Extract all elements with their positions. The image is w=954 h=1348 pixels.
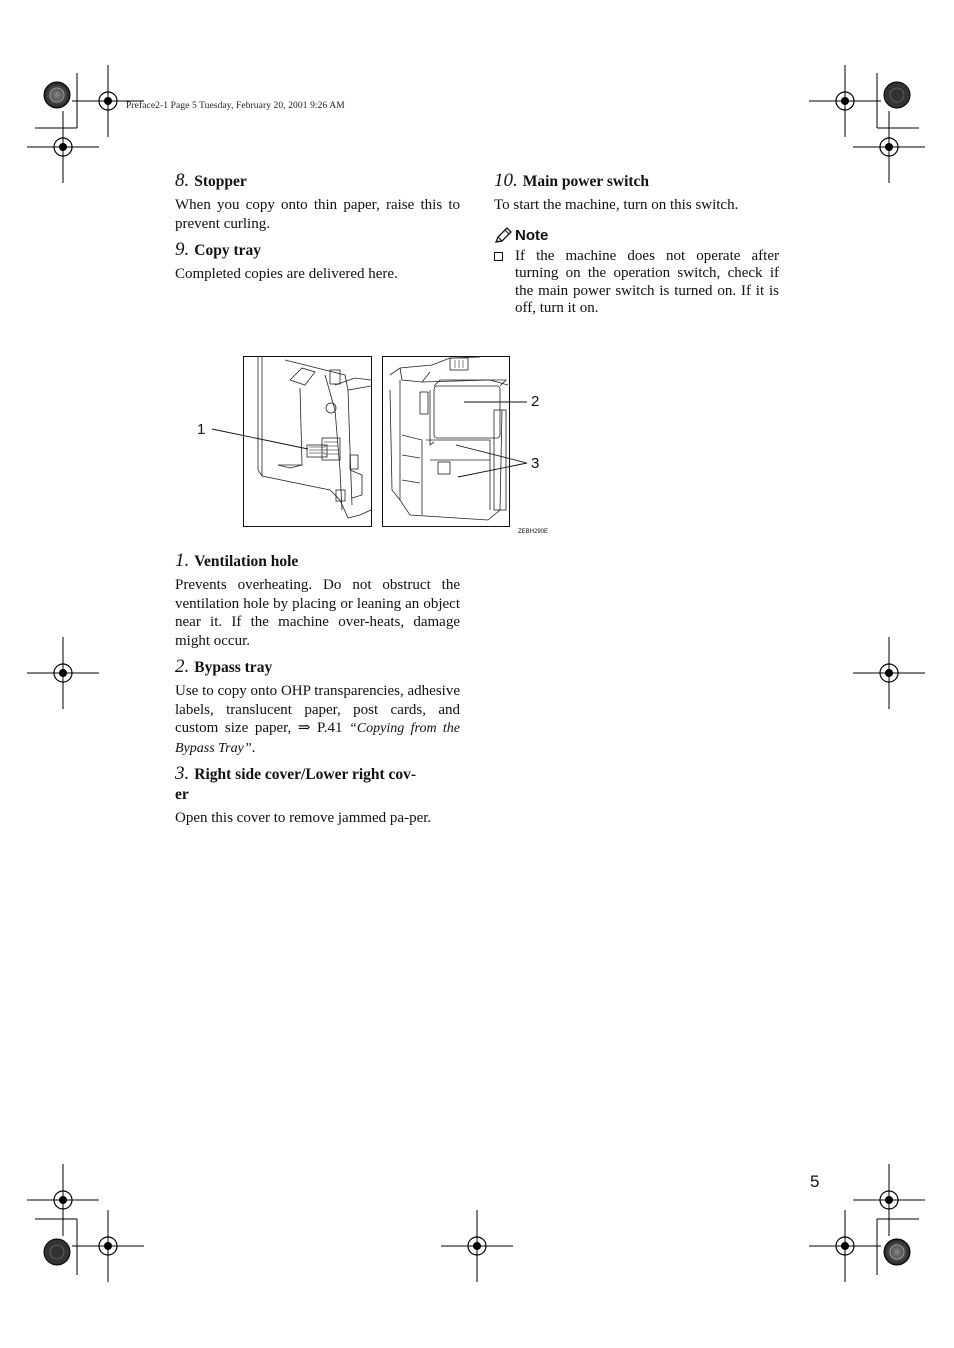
section-ventilation-hole: 1. Ventilation hole Prevents overheating. Do not obstruct the ventilation hole by placing or leaning an object near it. If the machine over-heats, damage might occur. (175, 550, 460, 649)
section-main-power-switch: 10. Main power switch To start the machine, turn on this switch. Note If the machine does not operate after turning on the operation switch, check if the main power switch is turned on. If it is off, turn it on. (494, 170, 779, 316)
section-title: Main power switch (522, 173, 650, 190)
section-stopper: 8. Stopper When you copy onto thin paper, raise this to prevent curling. (175, 170, 460, 232)
note-title: Note (515, 226, 549, 244)
section-body: When you copy onto thin paper, raise this to prevent curling. (175, 197, 460, 232)
section-title: Bypass tray (194, 659, 273, 676)
section-body: Prevents overheating. Do not obstruct the ventilation hole by placing or leaning an object near it. If the machine over-heats, damage might occur. (175, 577, 460, 649)
print-header: Preface2-1 Page 5 Tuesday, February 20, 2001 9:26 AM (126, 101, 345, 111)
section-copy-tray: 9. Copy tray Completed copies are delivered here. (175, 240, 460, 284)
callout-1: 1 (197, 421, 206, 438)
cross-reference-link[interactable]: “Copying from the Bypass Tray” (175, 721, 461, 756)
note-item: If the machine does not operate after turning on the operation switch, check if the main power switch is turned on. If it is off, turn it on. (494, 248, 779, 318)
section-body: Completed copies are delivered here. (175, 266, 398, 282)
section-title-continuation: er (175, 786, 189, 803)
copier-illustration (190, 350, 570, 545)
copier-side-view-figure (190, 350, 570, 545)
checkbox-bullet-icon (494, 252, 503, 261)
section-body: Use to copy onto OHP transparencies, adhesive labels, translucent paper, post cards, and custom size paper, ⇒ P.41 “Copying from the Bypass Tray”. (175, 683, 461, 756)
note-block (494, 227, 779, 318)
section-title: Copy tray (194, 242, 261, 259)
section-title: Ventilation hole (194, 553, 299, 570)
page-number: 5 (810, 1172, 820, 1191)
callout-2: 2 (531, 393, 540, 410)
section-title: Stopper (194, 173, 247, 190)
callout-3: 3 (531, 455, 540, 472)
section-body: To start the machine, turn on this switch. (494, 197, 739, 213)
section-bypass-tray: 2. Bypass tray Use to copy onto OHP transparencies, adhesive labels, translucent paper, post cards, and custom size paper, ⇒ P.41 “Copying from the Bypass Tray”. (175, 657, 460, 758)
section-title: Right side cover/Lower right cov- (194, 766, 417, 783)
section-body: Open this cover to remove jammed pa-per. (175, 810, 432, 826)
figure-code: ZEBH290E (518, 529, 549, 535)
section-right-side-cover: 3. Right side cover/Lower right cov- er Open this cover to remove jammed pa-per. (175, 764, 460, 828)
pencil-icon (494, 227, 512, 244)
